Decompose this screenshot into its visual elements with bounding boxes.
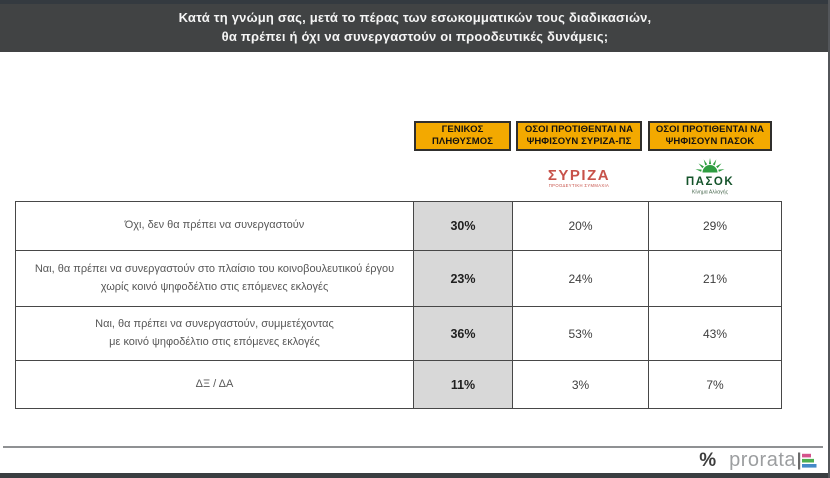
- value-syriza: 24%: [513, 251, 649, 307]
- row-label: [16, 251, 414, 307]
- question-line-1: Κατά τη γνώμη σας, μετά το πέρας των εσωκομματικών τους διαδικασιών,: [178, 10, 652, 26]
- column-header-pasok-voters: [648, 121, 772, 151]
- question-banner: [0, 4, 830, 52]
- value-general: 36%: [414, 307, 513, 361]
- pasok-logo: [648, 157, 772, 196]
- value-general: 23%: [414, 251, 513, 307]
- bottom-bar: [0, 473, 830, 478]
- column-header-syriza-voters: [516, 121, 642, 151]
- question-line-2: θα πρέπει ή όχι να συνεργαστούν οι προοδευτικές δυνάμεις;: [221, 29, 609, 44]
- pasok-sun-icon: [692, 157, 728, 173]
- row-label-line: με κοινό ψηφοδέλτιο στις επόμενες εκλογές: [109, 335, 320, 348]
- syriza-logo-text: ΣΥΡΙΖΑ: [547, 167, 611, 184]
- row-label-line: Όχι, δεν θα πρέπει να συνεργαστούν: [124, 219, 305, 232]
- value-syriza: 53%: [513, 307, 649, 361]
- row-label-line: Ναι, θα πρέπει να συνεργαστούν, συμμετέχοντας: [95, 318, 334, 331]
- column-header-general-population: [414, 121, 511, 151]
- column-header-label: ΓΕΝΙΚΟΣ: [441, 123, 484, 135]
- row-label-line: χωρίς κοινό ψηφοδέλτιο στις επόμενες εκλογές: [100, 280, 329, 293]
- results-table: [15, 201, 782, 409]
- row-label: [16, 202, 414, 251]
- value-pasok: 29%: [649, 202, 782, 251]
- pasok-logo-text: ΠΑΣΟΚ: [685, 176, 735, 188]
- column-header-label: ΨΗΦΙΣΟΥΝ ΠΑΣΟΚ: [665, 136, 755, 147]
- prorata-percent-icon: %: [699, 449, 717, 471]
- prorata-wordmark: prorata: [729, 449, 796, 471]
- pasok-logo-subtitle: Κίνημα Αλλαγής: [691, 189, 729, 195]
- syriza-logo: [516, 168, 642, 190]
- column-header-label: ΟΣΟΙ ΠΡΟΤΙΘΕΝΤΑΙ ΝΑ: [655, 123, 765, 135]
- row-label: [16, 307, 414, 361]
- value-pasok: 43%: [649, 307, 782, 361]
- value-syriza: 3%: [513, 361, 649, 409]
- row-label: [16, 361, 414, 409]
- syriza-logo-subtitle: ΠΡΟΟΔΕΥΤΙΚΗ ΣΥΜΜΑΧΙΑ: [548, 184, 610, 189]
- column-header-label: ΨΗΦΙΣΟΥΝ ΣΥΡΙΖΑ-ΠΣ: [526, 136, 632, 147]
- column-header-label: ΟΣΟΙ ΠΡΟΤΙΘΕΝΤΑΙ ΝΑ: [524, 123, 634, 135]
- value-general: 30%: [414, 202, 513, 251]
- value-general: 11%: [414, 361, 513, 409]
- prorata-logo: [699, 448, 818, 473]
- prorata-barchart-icon: [798, 452, 818, 470]
- value-pasok: 21%: [649, 251, 782, 307]
- column-header-label: ΠΛΗΘΥΣΜΟΣ: [431, 136, 494, 147]
- row-label-line: Ναι, θα πρέπει να συνεργαστούν στο πλαίσιο του κοινοβουλευτικού έργου: [34, 263, 395, 276]
- row-label-line: ΔΞ / ΔΑ: [195, 377, 234, 390]
- value-syriza: 20%: [513, 202, 649, 251]
- value-pasok: 7%: [649, 361, 782, 409]
